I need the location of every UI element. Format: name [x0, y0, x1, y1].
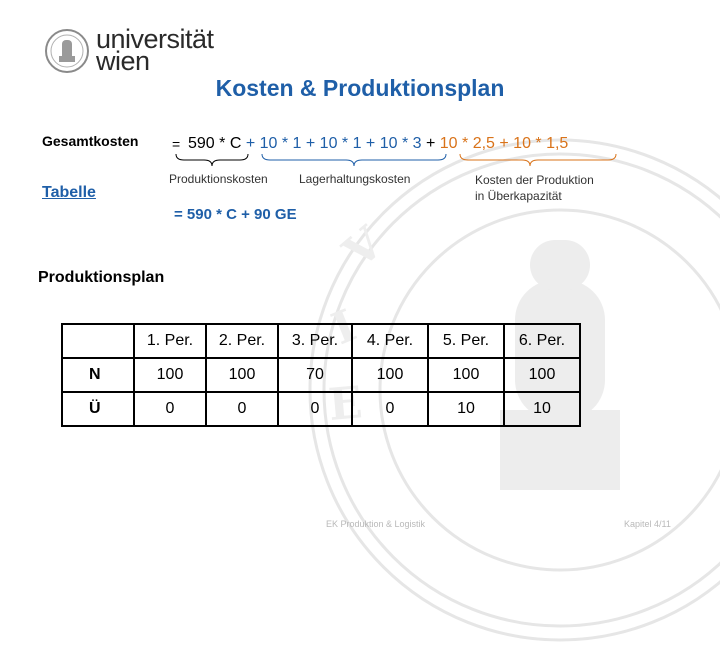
table-header-cell: 4. Per. [352, 324, 428, 358]
table-header-cell [62, 324, 134, 358]
table-cell: 100 [134, 358, 206, 392]
university-seal-icon [44, 28, 90, 74]
formula-braces [170, 152, 620, 174]
table-cell: 100 [352, 358, 428, 392]
table-cell: 0 [206, 392, 278, 426]
formula-storage-term: + 10 * 1 + 10 * 1 + 10 * 3 [245, 135, 422, 152]
tabelle-link[interactable]: Tabelle [42, 184, 96, 201]
formula-production-term: 590 * C [188, 135, 242, 152]
table-header-cell: 3. Per. [278, 324, 352, 358]
table-cell: 10 [428, 392, 504, 426]
university-logo [96, 24, 214, 76]
formula-label: Gesamtkosten [42, 133, 139, 149]
table-header-cell: 1. Per. [134, 324, 206, 358]
table-row [62, 392, 580, 426]
svg-text:I: I [325, 300, 364, 356]
table-header-cell: 6. Per. [504, 324, 580, 358]
table-cell: 100 [428, 358, 504, 392]
logo-line-2: wien [96, 46, 150, 76]
production-plan-table [61, 323, 581, 427]
row-label-n: N [62, 358, 134, 392]
plan-heading: Produktionsplan [38, 269, 165, 286]
formula-equals: = [172, 136, 181, 152]
formula-result: = 590 * C + 90 GE [174, 206, 297, 223]
table-header-cell: 2. Per. [206, 324, 278, 358]
cost-formula [188, 135, 568, 153]
logo-line-1: universität [96, 24, 214, 54]
brace-label-production: Produktionskosten [169, 172, 268, 186]
slide-title: Kosten & Produktionsplan [215, 75, 505, 101]
brace-label-storage: Lagerhaltungskosten [299, 172, 411, 186]
table-row [62, 358, 580, 392]
table-cell: 100 [206, 358, 278, 392]
svg-text:V: V [334, 217, 394, 279]
table-cell: 0 [352, 392, 428, 426]
row-label-ue: Ü [62, 392, 134, 426]
table-header-cell: 5. Per. [428, 324, 504, 358]
table-cell: 0 [134, 392, 206, 426]
table-cell: 70 [278, 358, 352, 392]
brace-label-overcapacity: Kosten der Produktion in Überkapazität [475, 173, 594, 203]
footer-chapter: Kapitel 4/11 [624, 519, 671, 529]
table-cell: 0 [278, 392, 352, 426]
footer-course-name: EK Produktion & Logistik [326, 519, 426, 529]
table-header-row [62, 324, 580, 358]
table-cell: 100 [504, 358, 580, 392]
formula-overcapacity-term: 10 * 2,5 + 10 * 1,5 [439, 135, 569, 152]
svg-text:E: E [326, 377, 365, 431]
formula-plus: + [425, 135, 436, 152]
table-cell: 10 [504, 392, 580, 426]
